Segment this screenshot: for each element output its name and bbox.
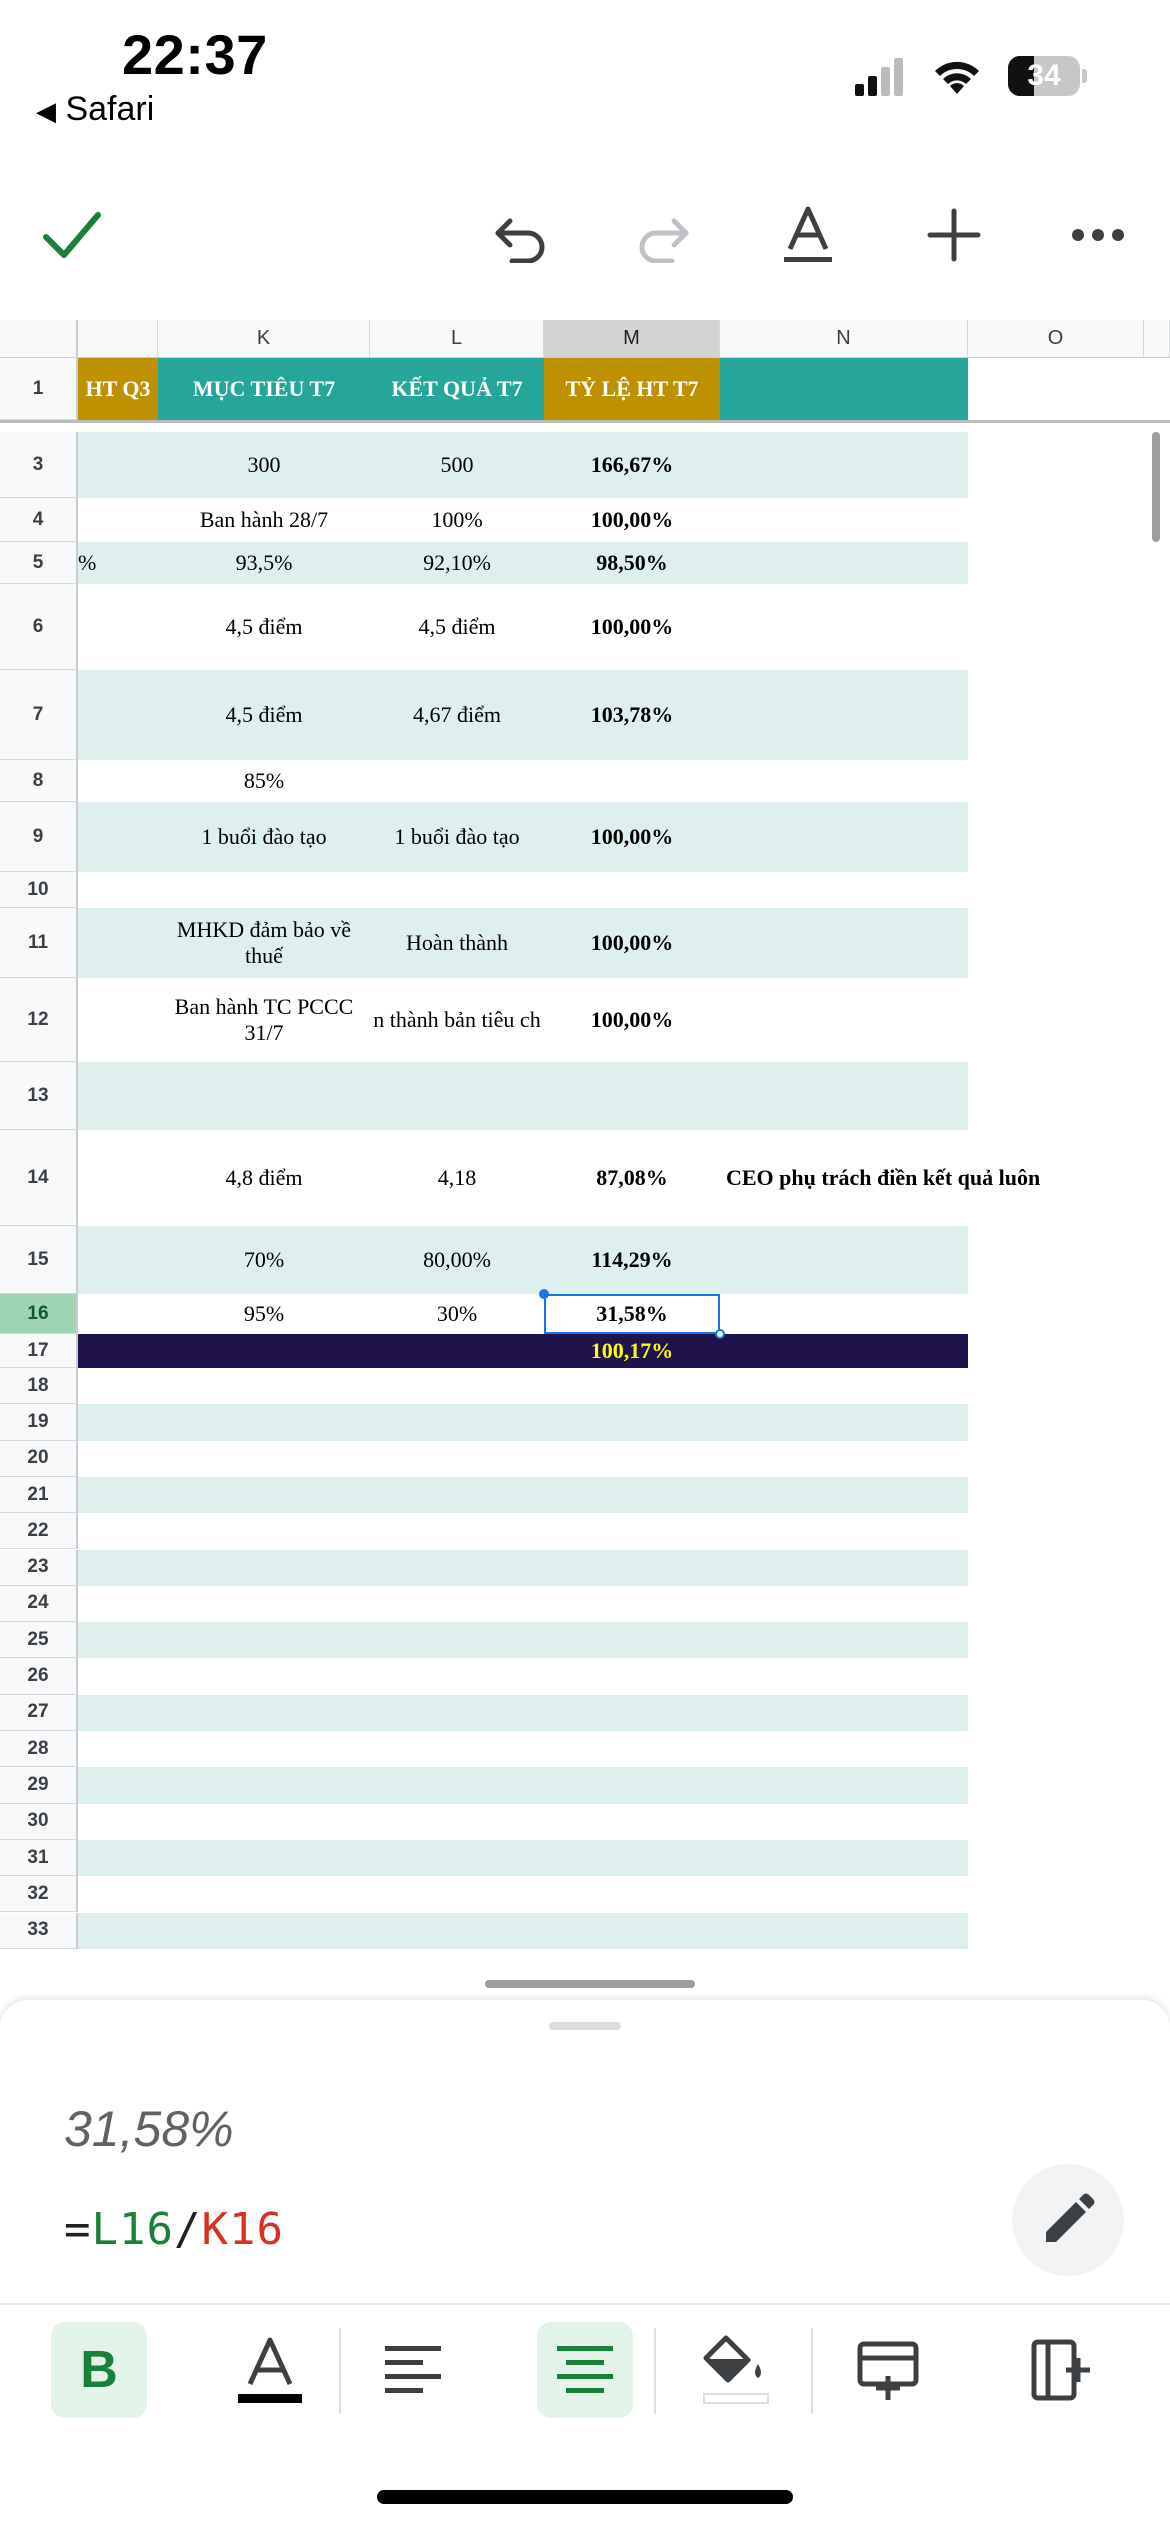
bold-button[interactable] [51, 2322, 147, 2418]
cell-m7[interactable]: 103,78% [590, 702, 674, 727]
formula-display[interactable] [64, 2204, 284, 2255]
cell-l8[interactable] [370, 760, 544, 802]
align-left-button[interactable] [365, 2322, 461, 2418]
cell-j5[interactable]: % [78, 550, 97, 575]
more-options-button[interactable] [1056, 195, 1140, 275]
cell-k17[interactable] [158, 1334, 370, 1368]
empty-row [78, 1804, 968, 1840]
cell-m5[interactable]: 98,50% [596, 550, 668, 575]
signal-icon [855, 58, 903, 96]
cell-l4[interactable]: 100% [431, 507, 483, 532]
row-header-33[interactable]: 33 [0, 1913, 78, 1949]
cell-j16[interactable] [78, 1294, 158, 1334]
row-header-6[interactable]: 6 [0, 584, 78, 670]
row-header-29[interactable]: 29 [0, 1767, 78, 1803]
cell-j10[interactable] [78, 872, 158, 908]
formula-ref-l16: L16 [91, 2204, 174, 2255]
header-cell-j[interactable]: HT Q3 [78, 358, 158, 420]
empty-row [78, 1876, 968, 1912]
cell-l15[interactable]: 80,00% [423, 1247, 491, 1272]
cell-m10[interactable] [544, 872, 720, 908]
format-divider-1 [339, 2328, 341, 2414]
cell-n17[interactable] [720, 1334, 1166, 1368]
fill-color-button[interactable] [688, 2322, 784, 2418]
row-header-21[interactable]: 21 [0, 1477, 78, 1513]
empty-row [78, 1695, 968, 1731]
cell-k13[interactable] [158, 1062, 370, 1130]
row-header-28[interactable]: 28 [0, 1731, 78, 1767]
battery-icon [1008, 56, 1086, 96]
row-header-32[interactable]: 32 [0, 1876, 78, 1912]
cell-n11[interactable] [720, 908, 1166, 978]
cell-m11[interactable]: 100,00% [590, 930, 674, 955]
row-header-30[interactable]: 30 [0, 1804, 78, 1840]
back-app-label: Safari [65, 90, 155, 128]
row-header-11[interactable]: 11 [0, 908, 78, 978]
back-triangle-icon: ◀ [36, 96, 56, 126]
edit-formula-button[interactable] [1012, 2164, 1124, 2276]
cell-n14[interactable]: CEO phụ trách điền kết quả luôn [726, 1165, 1041, 1190]
cell-j12[interactable] [78, 978, 158, 1062]
row-header-25[interactable]: 25 [0, 1622, 78, 1658]
cell-n3[interactable] [720, 432, 1166, 498]
insert-row-button[interactable] [840, 2322, 936, 2418]
empty-row [78, 1622, 968, 1658]
formula-bottom-sheet [0, 2000, 1170, 2532]
cell-k3[interactable]: 300 [247, 452, 281, 477]
header-cell-m[interactable]: TỶ LỆ HT T7 [544, 358, 720, 420]
cell-value-display: 31,58% [64, 2101, 234, 2157]
cell-n13[interactable] [720, 1062, 1166, 1130]
row-header-27[interactable]: 27 [0, 1695, 78, 1731]
cell-k11[interactable]: MHKD đảm bảo về thuế [176, 917, 352, 968]
cell-m17[interactable]: 100,17% [590, 1338, 674, 1363]
format-bar-divider [0, 2303, 1170, 2305]
empty-row [78, 1368, 968, 1404]
row-header-18[interactable]: 18 [0, 1368, 78, 1404]
cell-m8[interactable] [544, 760, 720, 802]
cell-n7[interactable] [720, 670, 1166, 760]
empty-row [78, 1404, 968, 1440]
select-all-corner[interactable] [0, 320, 78, 358]
row-header-23[interactable]: 23 [0, 1550, 78, 1586]
status-time: 22:37 [122, 23, 268, 86]
format-divider-2 [654, 2328, 656, 2414]
cell-j9[interactable] [78, 802, 158, 872]
cell-m16[interactable]: 31,58% [596, 1301, 668, 1326]
cell-l13[interactable] [370, 1062, 544, 1130]
row-header-13[interactable]: 13 [0, 1062, 78, 1130]
fill-color-icon [698, 2332, 774, 2408]
align-left-icon [383, 2342, 443, 2398]
row-header-7[interactable]: 7 [0, 670, 78, 760]
cell-n10[interactable] [720, 872, 1166, 908]
cell-l5[interactable]: 92,10% [423, 550, 491, 575]
row-header-24[interactable]: 24 [0, 1586, 78, 1622]
done-button[interactable] [30, 195, 114, 275]
text-color-icon [232, 2332, 308, 2408]
cell-m9[interactable]: 100,00% [590, 824, 674, 849]
column-header-n[interactable]: N [720, 320, 968, 358]
row-header-8[interactable]: 8 [0, 760, 78, 802]
empty-row [78, 1441, 968, 1477]
cell-n16[interactable] [720, 1294, 1166, 1334]
cell-k9[interactable]: 1 buổi đào tạo [201, 824, 327, 849]
empty-row [78, 1731, 968, 1767]
sheet-drag-handle[interactable] [549, 2022, 621, 2030]
more-icon [1070, 227, 1126, 243]
cell-k12[interactable]: Ban hành TC PCCC 31/7 [174, 994, 354, 1045]
formula-ref-k16: K16 [201, 2204, 284, 2255]
row-header-19[interactable]: 19 [0, 1404, 78, 1440]
insert-column-button[interactable] [1012, 2322, 1108, 2418]
cell-m13[interactable] [544, 1062, 720, 1130]
header-cell-n[interactable] [720, 358, 968, 420]
cell-j13[interactable] [78, 1062, 158, 1130]
cell-l3[interactable]: 500 [440, 452, 474, 477]
spreadsheet-grid[interactable] [0, 320, 1170, 2010]
cell-j3[interactable] [78, 432, 158, 498]
row-header-4[interactable]: 4 [0, 498, 78, 542]
cell-k6[interactable]: 4,5 điểm [225, 614, 303, 639]
cell-m3[interactable]: 166,67% [590, 452, 674, 477]
cell-j15[interactable] [78, 1226, 158, 1294]
pencil-icon [1040, 2192, 1096, 2248]
row-header-15[interactable]: 15 [0, 1226, 78, 1294]
row-header-12[interactable]: 12 [0, 978, 78, 1062]
row-header-31[interactable]: 31 [0, 1840, 78, 1876]
cell-j6[interactable] [78, 584, 158, 670]
cell-m14[interactable]: 87,08% [596, 1165, 668, 1190]
undo-button[interactable] [478, 195, 562, 275]
row-header-1[interactable]: 1 [0, 358, 78, 420]
selection-handle-bottom[interactable] [715, 1329, 725, 1339]
cell-l9[interactable]: 1 buổi đào tạo [394, 824, 520, 849]
cell-l17[interactable] [370, 1334, 544, 1368]
cell-j17[interactable] [78, 1334, 158, 1368]
cell-l7[interactable]: 4,67 điểm [413, 702, 501, 727]
cell-m6[interactable]: 100,00% [590, 614, 674, 639]
horizontal-scrollbar[interactable] [485, 1980, 695, 1988]
selected-cell-outline[interactable] [544, 1294, 720, 1334]
cell-l11[interactable]: Hoàn thành [405, 930, 509, 955]
row-header-10[interactable]: 10 [0, 872, 78, 908]
cell-l6[interactable]: 4,5 điểm [418, 614, 496, 639]
row-header-5[interactable]: 5 [0, 542, 78, 584]
empty-row [78, 1767, 968, 1803]
cell-k8[interactable]: 85% [243, 768, 285, 793]
cell-j7[interactable] [78, 670, 158, 760]
align-center-button[interactable] [537, 2322, 633, 2418]
cell-l14[interactable]: 4,18 [437, 1165, 477, 1190]
cell-n5[interactable] [720, 542, 1166, 584]
frozen-row-divider [0, 420, 1170, 423]
cell-k16[interactable]: 95% [243, 1301, 285, 1326]
redo-icon [634, 207, 694, 263]
cell-j14[interactable] [78, 1130, 158, 1226]
cell-n8[interactable] [720, 760, 1166, 802]
row-header-14[interactable]: 14 [0, 1130, 78, 1226]
row-header-17[interactable]: 17 [0, 1334, 78, 1368]
cell-k15[interactable]: 70% [243, 1247, 285, 1272]
cell-l10[interactable] [370, 872, 544, 908]
cell-j11[interactable] [78, 908, 158, 978]
vertical-scrollbar[interactable] [1152, 432, 1160, 542]
plus-icon [926, 207, 982, 263]
column-header-p[interactable] [1144, 320, 1170, 358]
cell-k7[interactable]: 4,5 điểm [225, 702, 303, 727]
column-header-o[interactable]: O [968, 320, 1144, 358]
cell-m15[interactable]: 114,29% [591, 1247, 673, 1272]
cell-n6[interactable] [720, 584, 1166, 670]
empty-row [78, 1550, 968, 1586]
cell-k10[interactable] [158, 872, 370, 908]
formula-equals: = [64, 2204, 92, 2255]
battery-level: 34 [1027, 59, 1061, 92]
cell-k14[interactable]: 4,8 điểm [225, 1165, 303, 1190]
empty-row [78, 1586, 968, 1622]
text-color-button[interactable] [222, 2322, 318, 2418]
insert-column-icon [1028, 2338, 1092, 2402]
formula-operator: / [173, 2204, 202, 2255]
row-header-26[interactable]: 26 [0, 1658, 78, 1694]
row-header-20[interactable]: 20 [0, 1441, 78, 1477]
text-format-icon [780, 205, 836, 265]
cell-m12[interactable]: 100,00% [590, 1007, 674, 1032]
cell-n4[interactable] [720, 498, 1166, 542]
cell-l16[interactable]: 30% [436, 1301, 478, 1326]
redo-button[interactable] [622, 195, 706, 275]
row-header-16[interactable]: 16 [0, 1294, 78, 1334]
selection-handle-top[interactable] [539, 1289, 549, 1299]
empty-row [78, 1913, 968, 1949]
header-cell-k[interactable]: MỤC TIÊU T7 [158, 358, 370, 420]
cell-k5[interactable]: 93,5% [235, 550, 293, 575]
cell-j4[interactable] [78, 498, 158, 542]
empty-row [78, 1513, 968, 1549]
column-header-k[interactable]: K [158, 320, 370, 358]
home-indicator [377, 2490, 793, 2504]
cell-m4[interactable]: 100,00% [590, 507, 674, 532]
format-divider-3 [811, 2328, 813, 2414]
row-header-9[interactable]: 9 [0, 802, 78, 872]
cell-n15[interactable] [720, 1226, 1166, 1294]
text-format-button[interactable] [766, 195, 850, 275]
insert-button[interactable] [912, 195, 996, 275]
row-header-22[interactable]: 22 [0, 1513, 78, 1549]
column-header-j[interactable] [78, 320, 158, 358]
column-header-m[interactable]: M [544, 320, 720, 358]
empty-row [78, 1658, 968, 1694]
bold-label: B [80, 2341, 118, 2399]
align-center-icon [555, 2342, 615, 2398]
undo-icon [490, 207, 550, 263]
cell-n9[interactable] [720, 802, 1166, 872]
cell-j8[interactable] [78, 760, 158, 802]
cell-l12[interactable]: n thành bản tiêu ch [373, 1007, 541, 1032]
cell-n12[interactable] [720, 978, 1166, 1062]
back-to-app-link[interactable] [36, 90, 154, 129]
check-icon [40, 207, 104, 263]
insert-row-icon [856, 2338, 920, 2402]
column-header-l[interactable]: L [370, 320, 544, 358]
header-cell-l[interactable]: KẾT QUẢ T7 [370, 358, 544, 420]
empty-row [78, 1840, 968, 1876]
row-header-3[interactable]: 3 [0, 432, 78, 498]
cell-k4[interactable]: Ban hành 28/7 [199, 507, 329, 532]
wifi-icon [932, 56, 982, 96]
empty-row [78, 1477, 968, 1513]
